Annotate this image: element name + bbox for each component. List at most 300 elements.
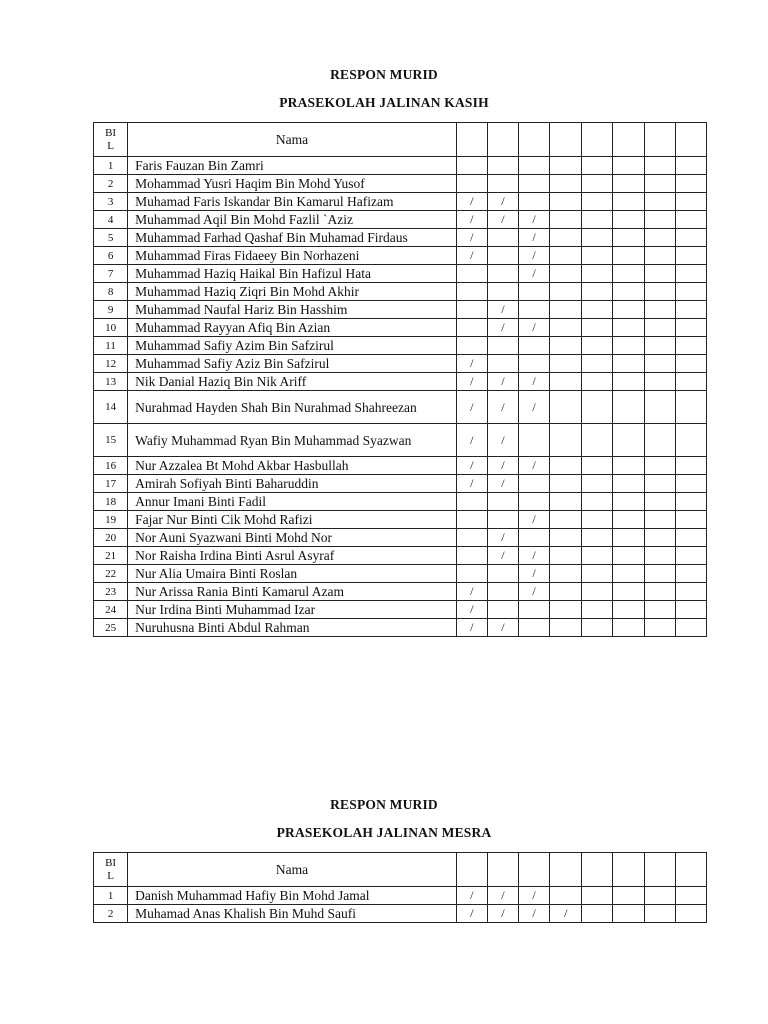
response-mark-cell: [519, 301, 550, 319]
row-number: 3: [94, 193, 128, 211]
response-mark-cell: [613, 475, 644, 493]
response-mark-cell: [675, 337, 706, 355]
response-mark-cell: [644, 493, 675, 511]
response-mark-cell: [675, 529, 706, 547]
student-name: Nor Auni Syazwani Binti Mohd Nor: [128, 529, 457, 547]
response-mark-cell: [582, 193, 613, 211]
response-mark-cell: [487, 229, 518, 247]
row-number: 17: [94, 475, 128, 493]
response-mark-cell: [644, 373, 675, 391]
header-response-column: [582, 853, 613, 887]
header-response-column: [613, 853, 644, 887]
response-mark-cell: [487, 355, 518, 373]
header-response-column: [487, 123, 518, 157]
response-mark-cell: /: [519, 319, 550, 337]
response-mark-cell: [613, 905, 644, 923]
response-mark-cell: [675, 457, 706, 475]
table-row: [94, 511, 707, 529]
response-mark-cell: [456, 493, 487, 511]
student-name: Fajar Nur Binti Cik Mohd Rafizi: [128, 511, 457, 529]
response-mark-cell: [487, 565, 518, 583]
response-mark-cell: [550, 283, 582, 301]
response-mark-cell: /: [456, 211, 487, 229]
response-mark-cell: [675, 319, 706, 337]
response-mark-cell: /: [519, 391, 550, 424]
response-mark-cell: [582, 887, 613, 905]
response-mark-cell: [582, 247, 613, 265]
table-row: [94, 265, 707, 283]
response-mark-cell: [550, 493, 582, 511]
student-name: Muhammad Firas Fidaeey Bin Norhazeni: [128, 247, 457, 265]
response-mark-cell: /: [519, 373, 550, 391]
row-number: 5: [94, 229, 128, 247]
header-nama: Nama: [128, 853, 457, 887]
response-mark-cell: [519, 175, 550, 193]
response-mark-cell: [613, 583, 644, 601]
response-mark-cell: [613, 319, 644, 337]
row-number: 2: [94, 905, 128, 923]
response-mark-cell: [644, 265, 675, 283]
response-mark-cell: [613, 511, 644, 529]
response-mark-cell: [613, 547, 644, 565]
response-mark-cell: /: [519, 265, 550, 283]
row-number: 14: [94, 391, 128, 424]
response-mark-cell: [582, 283, 613, 301]
response-mark-cell: [519, 601, 550, 619]
response-mark-cell: [613, 493, 644, 511]
student-name: Muhammad Aqil Bin Mohd Fazlil `Aziz: [128, 211, 457, 229]
response-mark-cell: [613, 887, 644, 905]
row-number: 25: [94, 619, 128, 637]
table-row: [94, 391, 707, 424]
header-response-column: [644, 853, 675, 887]
response-mark-cell: [613, 265, 644, 283]
response-mark-cell: [456, 319, 487, 337]
student-name: Nur Azzalea Bt Mohd Akbar Hasbullah: [128, 457, 457, 475]
response-mark-cell: [613, 301, 644, 319]
response-mark-cell: [675, 283, 706, 301]
response-mark-cell: /: [456, 424, 487, 457]
response-mark-cell: [550, 373, 582, 391]
response-mark-cell: [675, 355, 706, 373]
response-mark-cell: [644, 583, 675, 601]
table-row: [94, 457, 707, 475]
response-mark-cell: [644, 283, 675, 301]
response-mark-cell: [487, 601, 518, 619]
response-mark-cell: /: [519, 511, 550, 529]
header-response-column: [550, 123, 582, 157]
response-mark-cell: [550, 355, 582, 373]
response-mark-cell: [613, 424, 644, 457]
table-row: [94, 373, 707, 391]
table-row: [94, 175, 707, 193]
response-mark-cell: [675, 193, 706, 211]
response-mark-cell: [582, 355, 613, 373]
response-mark-cell: [550, 301, 582, 319]
response-mark-cell: /: [456, 247, 487, 265]
response-mark-cell: [519, 193, 550, 211]
response-mark-cell: [582, 475, 613, 493]
row-number: 15: [94, 424, 128, 457]
response-mark-cell: [550, 391, 582, 424]
response-mark-cell: [644, 301, 675, 319]
response-mark-cell: [582, 601, 613, 619]
table-row: [94, 601, 707, 619]
response-mark-cell: [582, 511, 613, 529]
response-mark-cell: /: [456, 905, 487, 923]
response-mark-cell: [582, 373, 613, 391]
response-mark-cell: /: [456, 229, 487, 247]
response-mark-cell: /: [519, 905, 550, 923]
header-response-column: [519, 853, 550, 887]
response-mark-cell: [644, 475, 675, 493]
table-row: [94, 905, 707, 923]
student-name: Wafiy Muhammad Ryan Bin Muhammad Syazwan: [128, 424, 457, 457]
response-mark-cell: [519, 529, 550, 547]
student-name: Faris Fauzan Bin Zamri: [128, 157, 457, 175]
response-mark-cell: /: [487, 887, 518, 905]
response-mark-cell: /: [487, 475, 518, 493]
row-number: 9: [94, 301, 128, 319]
student-name: Muhammad Haziq Haikal Bin Hafizul Hata: [128, 265, 457, 283]
row-number: 24: [94, 601, 128, 619]
response-mark-cell: [519, 157, 550, 175]
response-table-jalinan-mesra: [93, 852, 707, 923]
response-mark-cell: [487, 337, 518, 355]
response-mark-cell: /: [487, 373, 518, 391]
response-mark-cell: [613, 373, 644, 391]
response-mark-cell: [644, 424, 675, 457]
response-mark-cell: [613, 211, 644, 229]
response-mark-cell: [550, 424, 582, 457]
response-mark-cell: /: [456, 619, 487, 637]
response-mark-cell: [456, 547, 487, 565]
response-mark-cell: [644, 565, 675, 583]
response-mark-cell: /: [487, 391, 518, 424]
table-row: [94, 355, 707, 373]
row-number: 12: [94, 355, 128, 373]
response-mark-cell: [582, 619, 613, 637]
response-mark-cell: [675, 301, 706, 319]
response-mark-cell: /: [487, 619, 518, 637]
response-mark-cell: [550, 547, 582, 565]
student-name: Muhammad Haziq Ziqri Bin Mohd Akhir: [128, 283, 457, 301]
response-mark-cell: /: [456, 601, 487, 619]
response-mark-cell: [675, 175, 706, 193]
response-mark-cell: /: [519, 887, 550, 905]
table-row: [94, 319, 707, 337]
response-mark-cell: [550, 511, 582, 529]
row-number: 11: [94, 337, 128, 355]
response-mark-cell: /: [456, 475, 487, 493]
table-row: [94, 583, 707, 601]
table-row: [94, 229, 707, 247]
header-response-column: [487, 853, 518, 887]
response-mark-cell: [613, 391, 644, 424]
response-mark-cell: [675, 373, 706, 391]
response-mark-cell: [644, 319, 675, 337]
row-number: 16: [94, 457, 128, 475]
row-number: 20: [94, 529, 128, 547]
response-mark-cell: /: [456, 887, 487, 905]
response-mark-cell: [550, 175, 582, 193]
student-name: Muhammad Safiy Aziz Bin Safzirul: [128, 355, 457, 373]
row-number: 7: [94, 265, 128, 283]
header-response-column: [644, 123, 675, 157]
response-mark-cell: [613, 601, 644, 619]
row-number: 6: [94, 247, 128, 265]
response-mark-cell: [550, 157, 582, 175]
row-number: 4: [94, 211, 128, 229]
response-mark-cell: [582, 457, 613, 475]
response-mark-cell: [613, 193, 644, 211]
table-header-row: [94, 123, 707, 157]
response-mark-cell: [613, 229, 644, 247]
response-mark-cell: [675, 265, 706, 283]
response-mark-cell: [582, 565, 613, 583]
response-mark-cell: [644, 547, 675, 565]
response-mark-cell: [550, 887, 582, 905]
row-number: 18: [94, 493, 128, 511]
table-row: [94, 283, 707, 301]
response-mark-cell: [519, 355, 550, 373]
student-name: Nur Alia Umaira Binti Roslan: [128, 565, 457, 583]
row-number: 2: [94, 175, 128, 193]
header-response-column: [675, 853, 706, 887]
response-mark-cell: [519, 493, 550, 511]
header-response-column: [675, 123, 706, 157]
response-mark-cell: [644, 457, 675, 475]
response-mark-cell: [644, 211, 675, 229]
response-mark-cell: [582, 493, 613, 511]
response-mark-cell: [550, 247, 582, 265]
response-mark-cell: [582, 529, 613, 547]
response-mark-cell: [456, 565, 487, 583]
response-mark-cell: [613, 283, 644, 301]
section-1-heading: RESPON MURID: [330, 67, 438, 82]
response-mark-cell: /: [487, 547, 518, 565]
row-number: 13: [94, 373, 128, 391]
response-mark-cell: [582, 301, 613, 319]
response-mark-cell: [582, 391, 613, 424]
response-mark-cell: /: [519, 247, 550, 265]
student-name: Muhamad Anas Khalish Bin Muhd Saufi: [128, 905, 457, 923]
response-mark-cell: [675, 229, 706, 247]
response-mark-cell: [675, 583, 706, 601]
student-name: Nor Raisha Irdina Binti Asrul Asyraf: [128, 547, 457, 565]
student-name: Muhammad Safiy Azim Bin Safzirul: [128, 337, 457, 355]
response-mark-cell: [487, 265, 518, 283]
response-mark-cell: [644, 247, 675, 265]
response-mark-cell: [644, 619, 675, 637]
response-mark-cell: /: [519, 229, 550, 247]
response-mark-cell: [550, 601, 582, 619]
student-name: Muhammad Rayyan Afiq Bin Azian: [128, 319, 457, 337]
response-table-jalinan-kasih: [93, 122, 707, 637]
response-mark-cell: /: [456, 457, 487, 475]
response-mark-cell: [613, 337, 644, 355]
response-mark-cell: /: [519, 457, 550, 475]
section-2-subheading: PRASEKOLAH JALINAN MESRA: [276, 825, 492, 840]
student-name: Nurahmad Hayden Shah Bin Nurahmad Shahreezan: [128, 391, 457, 424]
table-row: [94, 337, 707, 355]
response-mark-cell: [456, 265, 487, 283]
response-mark-cell: /: [519, 565, 550, 583]
response-mark-cell: [519, 619, 550, 637]
table-row: [94, 887, 707, 905]
student-name: Mohammad Yusri Haqim Bin Mohd Yusof: [128, 175, 457, 193]
row-number: 10: [94, 319, 128, 337]
response-mark-cell: [582, 211, 613, 229]
response-mark-cell: [582, 424, 613, 457]
response-mark-cell: /: [519, 211, 550, 229]
response-mark-cell: [487, 493, 518, 511]
response-mark-cell: [644, 529, 675, 547]
row-number: 1: [94, 887, 128, 905]
table-row: [94, 475, 707, 493]
student-name: Nik Danial Haziq Bin Nik Ariff: [128, 373, 457, 391]
response-mark-cell: [550, 565, 582, 583]
response-mark-cell: [675, 157, 706, 175]
row-number: 19: [94, 511, 128, 529]
table-row: [94, 619, 707, 637]
response-mark-cell: [519, 283, 550, 301]
row-number: 8: [94, 283, 128, 301]
table-header-row: [94, 853, 707, 887]
header-response-column: [519, 123, 550, 157]
section-2-heading: RESPON MURID: [330, 797, 438, 812]
response-mark-cell: [582, 547, 613, 565]
table-row: [94, 529, 707, 547]
response-mark-cell: /: [456, 355, 487, 373]
response-mark-cell: [550, 211, 582, 229]
response-mark-cell: /: [487, 193, 518, 211]
response-mark-cell: [582, 265, 613, 283]
response-mark-cell: [644, 905, 675, 923]
student-name: Muhammad Farhad Qashaf Bin Muhamad Firdaus: [128, 229, 457, 247]
response-mark-cell: [644, 175, 675, 193]
response-mark-cell: [675, 475, 706, 493]
response-mark-cell: /: [487, 211, 518, 229]
response-mark-cell: [582, 583, 613, 601]
row-number: 22: [94, 565, 128, 583]
response-mark-cell: [644, 229, 675, 247]
table-row: [94, 424, 707, 457]
response-mark-cell: [613, 157, 644, 175]
response-mark-cell: [613, 355, 644, 373]
response-mark-cell: [644, 887, 675, 905]
row-number: 23: [94, 583, 128, 601]
response-mark-cell: [550, 337, 582, 355]
response-mark-cell: [456, 301, 487, 319]
table-row: [94, 247, 707, 265]
header-response-column: [550, 853, 582, 887]
student-name: Annur Imani Binti Fadil: [128, 493, 457, 511]
response-mark-cell: [456, 175, 487, 193]
response-mark-cell: /: [487, 529, 518, 547]
response-mark-cell: [487, 157, 518, 175]
response-mark-cell: [675, 887, 706, 905]
response-mark-cell: [675, 547, 706, 565]
table-row: [94, 547, 707, 565]
response-mark-cell: [550, 475, 582, 493]
response-mark-cell: [613, 457, 644, 475]
section-1-subheading: PRASEKOLAH JALINAN KASIH: [279, 95, 489, 110]
student-name: Nuruhusna Binti Abdul Rahman: [128, 619, 457, 637]
row-number: 21: [94, 547, 128, 565]
response-mark-cell: [550, 193, 582, 211]
response-mark-cell: [550, 619, 582, 637]
response-mark-cell: [456, 157, 487, 175]
response-mark-cell: [675, 601, 706, 619]
student-name: Muhamad Faris Iskandar Bin Kamarul Hafizam: [128, 193, 457, 211]
header-nama: Nama: [128, 123, 457, 157]
response-mark-cell: [613, 175, 644, 193]
response-mark-cell: [675, 565, 706, 583]
response-mark-cell: /: [487, 905, 518, 923]
response-mark-cell: [487, 511, 518, 529]
response-mark-cell: [613, 529, 644, 547]
header-bil: BI L: [94, 853, 128, 887]
header-response-column: [456, 123, 487, 157]
response-mark-cell: [519, 424, 550, 457]
response-mark-cell: [644, 391, 675, 424]
response-mark-cell: [613, 247, 644, 265]
response-mark-cell: [582, 175, 613, 193]
table-row: [94, 193, 707, 211]
response-mark-cell: /: [487, 424, 518, 457]
response-mark-cell: [644, 601, 675, 619]
response-mark-cell: [675, 424, 706, 457]
response-mark-cell: [519, 337, 550, 355]
header-bil: BI L: [94, 123, 128, 157]
response-mark-cell: /: [456, 193, 487, 211]
response-mark-cell: /: [487, 319, 518, 337]
response-mark-cell: [550, 319, 582, 337]
response-mark-cell: [582, 905, 613, 923]
header-response-column: [456, 853, 487, 887]
response-mark-cell: [456, 283, 487, 301]
response-mark-cell: [550, 265, 582, 283]
response-mark-cell: /: [456, 583, 487, 601]
response-mark-cell: [675, 619, 706, 637]
response-mark-cell: [519, 475, 550, 493]
response-mark-cell: [487, 175, 518, 193]
response-mark-cell: /: [456, 373, 487, 391]
response-mark-cell: [644, 337, 675, 355]
response-mark-cell: [456, 511, 487, 529]
response-mark-cell: /: [487, 301, 518, 319]
response-mark-cell: [550, 583, 582, 601]
response-mark-cell: [487, 247, 518, 265]
student-name: Danish Muhammad Hafiy Bin Mohd Jamal: [128, 887, 457, 905]
response-mark-cell: [487, 583, 518, 601]
student-name: Muhammad Naufal Hariz Bin Hasshim: [128, 301, 457, 319]
header-response-column: [613, 123, 644, 157]
response-mark-cell: [456, 337, 487, 355]
response-mark-cell: [550, 229, 582, 247]
response-mark-cell: [644, 193, 675, 211]
response-mark-cell: [456, 529, 487, 547]
response-mark-cell: [675, 247, 706, 265]
response-mark-cell: /: [519, 583, 550, 601]
response-mark-cell: [487, 283, 518, 301]
response-mark-cell: [582, 319, 613, 337]
response-mark-cell: /: [519, 547, 550, 565]
response-mark-cell: [644, 157, 675, 175]
response-mark-cell: [550, 457, 582, 475]
response-mark-cell: [613, 565, 644, 583]
